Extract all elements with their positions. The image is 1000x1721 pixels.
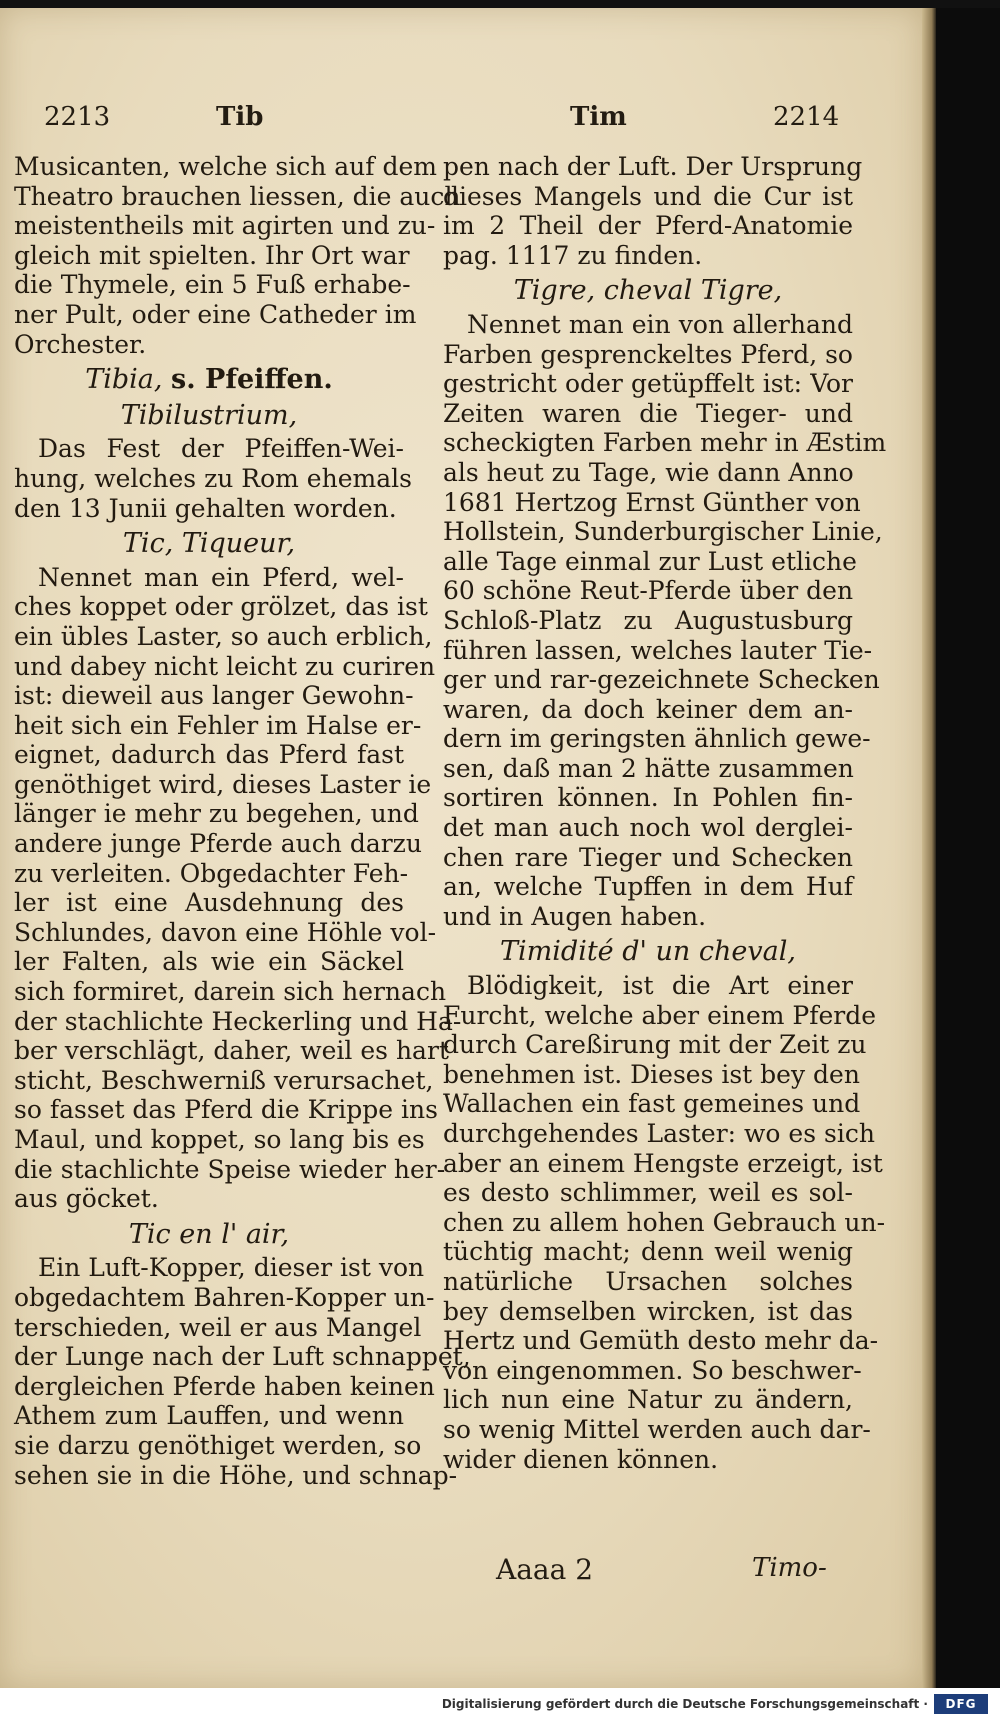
digitization-footer bbox=[0, 1688, 1000, 1721]
text-line: Musicanten, welche sich auf dem bbox=[14, 152, 437, 181]
text-line: Nennet man ein Pferd, wel- bbox=[38, 562, 404, 592]
right-column bbox=[443, 152, 887, 1474]
text-line: 1681 Hertzog Ernst Günther von bbox=[443, 487, 861, 517]
entry-heading-tic: Tic, Tiqueur, bbox=[122, 528, 296, 560]
text-line: durchgehendes Laster: wo es sich bbox=[443, 1119, 875, 1148]
signature-mark: Aaaa 2 bbox=[496, 1553, 594, 1586]
text-line: Orchester. bbox=[14, 329, 147, 359]
text-line: Hertz und Gemüth desto mehr da- bbox=[443, 1326, 879, 1356]
text-line: dern im geringsten ähnlich gewe- bbox=[443, 724, 871, 754]
text-line: ber verschlägt, daher, weil es hart bbox=[14, 1036, 449, 1066]
text-line: die stachlichte Speise wieder her- bbox=[14, 1154, 446, 1184]
text-line: Schlundes, davon eine Höhle vol- bbox=[14, 917, 437, 947]
text-line: bey demselben wircken, ist das bbox=[443, 1296, 853, 1326]
text-line: alle Tage einmal zur Lust etliche bbox=[443, 546, 857, 576]
page-edge bbox=[922, 8, 936, 1688]
text-line: obgedachtem Bahren-Kopper un- bbox=[14, 1282, 435, 1312]
text-line: Maul, und koppet, so lang bis es bbox=[14, 1125, 425, 1154]
text-line: hung, welches zu Rom ehemals bbox=[14, 463, 412, 493]
text-line: Zeiten waren die Tieger- und bbox=[443, 398, 853, 428]
text-line: sehen sie in die Höhe, und schnap- bbox=[14, 1460, 458, 1490]
catchword: Timo- bbox=[752, 1553, 827, 1583]
text-line: Schloß-Platz zu Augustusburg bbox=[443, 605, 853, 635]
text-line: sich formiret, darein sich hernach bbox=[14, 977, 447, 1007]
text-line: sortiren können. In Pohlen fin- bbox=[443, 783, 853, 813]
text-line: und dabey nicht leicht zu curiren bbox=[14, 651, 436, 681]
text-line: den 13 Junii gehalten worden. bbox=[14, 493, 397, 523]
text-line: der Lunge nach der Luft schnappet, bbox=[14, 1342, 471, 1372]
text-line: eignet, dadurch das Pferd fast bbox=[14, 740, 404, 770]
text-line: Theatro brauchen liessen, die auch bbox=[14, 181, 461, 211]
left-column bbox=[14, 152, 471, 1490]
entry-heading-timidite: Timidité d' un cheval, bbox=[500, 936, 796, 968]
text-line: so wenig Mittel werden auch dar- bbox=[443, 1414, 871, 1444]
text-line: ist: dieweil aus langer Gewohn- bbox=[14, 681, 414, 711]
text-line: terschieden, weil er aus Mangel bbox=[14, 1312, 422, 1342]
text-line: scheckigten Farben mehr in Æstim bbox=[443, 428, 887, 458]
entry-heading-tic-en-lair: Tic en l' air, bbox=[128, 1218, 290, 1250]
text-line: gleich mit spielten. Ihr Ort war bbox=[14, 240, 410, 270]
text-line: führen lassen, welches lauter Tie- bbox=[443, 635, 873, 665]
text-line: aus göcket. bbox=[14, 1184, 159, 1214]
entry-text-tic-en-lair bbox=[14, 1253, 471, 1490]
entry-heading-tibia bbox=[14, 365, 404, 395]
cross-reference: s. Pfeiffen. bbox=[171, 364, 333, 396]
entry-heading-tigre: Tigre, cheval Tigre, bbox=[513, 275, 783, 307]
heading-term: Tibia, bbox=[85, 364, 163, 396]
left-page-number: 2213 bbox=[44, 102, 111, 132]
text-line: dieses Mangels und die Cur ist bbox=[443, 181, 853, 211]
text-line: an, welche Tupffen in dem Huf bbox=[443, 872, 853, 902]
text-line: Athem zum Lauffen, und wenn bbox=[14, 1401, 404, 1431]
text-line: chen zu allem hohen Gebrauch un- bbox=[443, 1207, 886, 1237]
continuation-paragraph bbox=[14, 152, 461, 359]
text-line: Furcht, welche aber einem Pferde bbox=[443, 1000, 877, 1030]
left-running-head: Tib bbox=[216, 102, 264, 132]
text-line: ler ist eine Ausdehnung des bbox=[14, 888, 404, 918]
text-line: lich nun eine Natur zu ändern, bbox=[443, 1385, 853, 1415]
text-line: durch Careßirung mit der Zeit zu bbox=[443, 1030, 867, 1060]
text-line: und in Augen haben. bbox=[443, 901, 707, 931]
text-line: det man auch noch wol derglei- bbox=[443, 813, 853, 843]
entry-text-tigre bbox=[443, 309, 887, 931]
text-line: pag. 1117 zu finden. bbox=[443, 240, 703, 270]
text-line: meistentheils mit agirten und zu- bbox=[14, 211, 436, 241]
text-line: zu verleiten. Obgedachter Feh- bbox=[14, 858, 409, 888]
text-line: ches koppet oder grölzet, das ist bbox=[14, 592, 428, 622]
text-line: wider dienen können. bbox=[443, 1444, 719, 1474]
text-line: Farben gesprenckeltes Pferd, so bbox=[443, 339, 853, 369]
text-line: im 2 Theil der Pferd-Anatomie bbox=[443, 211, 853, 241]
right-running-head: Tim bbox=[570, 102, 627, 132]
text-line: so fasset das Pferd die Krippe ins bbox=[14, 1095, 438, 1125]
text-line: ner Pult, oder eine Catheder im bbox=[14, 299, 417, 329]
entry-text-timidite bbox=[443, 971, 886, 1474]
text-line: andere junge Pferde auch darzu bbox=[14, 829, 422, 859]
text-line: Blödigkeit, ist die Art einer bbox=[467, 971, 853, 1001]
text-line: Ein Luft-Kopper, dieser ist von bbox=[38, 1253, 425, 1283]
text-line: ler Falten, als wie ein Säckel bbox=[14, 947, 404, 977]
dfg-logo: DFG bbox=[934, 1694, 988, 1714]
text-line: 60 schöne Reut-Pferde über den bbox=[443, 576, 854, 606]
text-line: Das Fest der Pfeiffen-Wei- bbox=[38, 434, 404, 464]
continuation-paragraph bbox=[443, 152, 863, 270]
text-line: von eingenommen. So beschwer- bbox=[443, 1355, 862, 1385]
text-line: benehmen ist. Dieses ist bey den bbox=[443, 1059, 860, 1089]
text-line: chen rare Tieger und Schecken bbox=[443, 842, 853, 872]
text-line: ger und rar-gezeichnete Schecken bbox=[443, 665, 880, 695]
entry-text-tibilustrium bbox=[14, 434, 412, 523]
funding-credit: Digitalisierung gefördert durch die Deutsche Forschungsgemeinschaft · bbox=[441, 1697, 928, 1711]
text-line: aber an einem Hengste erzeigt, ist bbox=[443, 1148, 883, 1178]
entry-heading-tibilustrium: Tibilustrium, bbox=[120, 399, 298, 431]
text-line: genöthiget wird, dieses Laster ie bbox=[14, 769, 432, 799]
text-line: es desto schlimmer, weil es sol- bbox=[443, 1178, 853, 1208]
entry-text-tic bbox=[14, 562, 462, 1214]
text-line: die Thymele, ein 5 Fuß erhabe- bbox=[14, 270, 411, 300]
text-line: länger ie mehr zu begehen, und bbox=[14, 799, 419, 829]
text-line: Nennet man ein von allerhand bbox=[467, 309, 853, 339]
text-line: waren, da doch keiner dem an- bbox=[443, 694, 853, 724]
text-line: natürliche Ursachen solches bbox=[443, 1266, 853, 1296]
text-line: heit sich ein Fehler im Halse er- bbox=[14, 710, 422, 740]
right-page-number: 2214 bbox=[773, 102, 840, 132]
text-line: sen, daß man 2 hätte zusammen bbox=[443, 753, 854, 783]
text-line: sie darzu genöthiget werden, so bbox=[14, 1430, 422, 1460]
text-line: ein übles Laster, so auch erblich, bbox=[14, 621, 433, 651]
text-line: Hollstein, Sunderburgischer Linie, bbox=[443, 517, 883, 547]
text-line: dergleichen Pferde haben keinen bbox=[14, 1371, 435, 1401]
text-line: der stachlichte Heckerling und Ha- bbox=[14, 1006, 462, 1036]
text-line: gestricht oder getüpffelt ist: Vor bbox=[443, 369, 853, 399]
text-line: pen nach der Luft. Der Ursprung bbox=[443, 152, 863, 181]
text-line: Wallachen ein fast gemeines und bbox=[443, 1089, 861, 1119]
text-line: tüchtig macht; denn weil wenig bbox=[443, 1237, 853, 1267]
text-line: sticht, Beschwerniß verursachet, bbox=[14, 1065, 434, 1095]
scan-border bbox=[936, 8, 1000, 1688]
text-line: als heut zu Tage, wie dann Anno bbox=[443, 457, 854, 487]
